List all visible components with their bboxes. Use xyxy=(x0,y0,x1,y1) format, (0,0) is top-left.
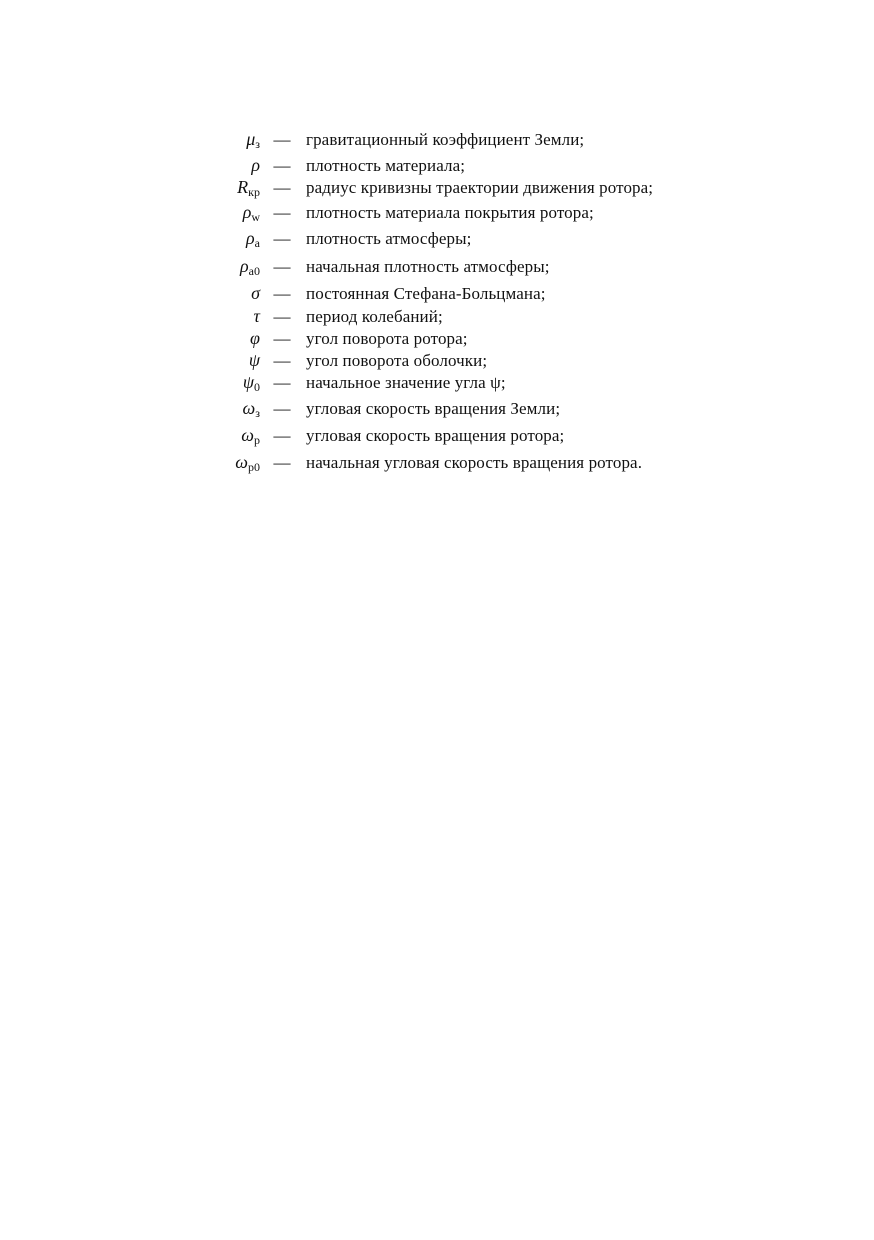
notation-row xyxy=(200,201,760,227)
notation-row xyxy=(200,176,760,201)
notation-dash: — xyxy=(273,178,291,197)
notation-symbol: σ xyxy=(251,283,260,303)
notation-symbol: ψ xyxy=(248,350,260,370)
notation-description: угол поворота оболочки; xyxy=(306,351,488,370)
notation-description: начальное значение угла ψ; xyxy=(306,373,506,392)
notation-dash: — xyxy=(273,257,291,276)
notation-description: начальная угловая скорость вращения ротора. xyxy=(306,453,643,472)
notation-dash: — xyxy=(273,329,291,348)
notation-dash: — xyxy=(273,453,291,472)
notation-description: постоянная Стефана-Больцмана; xyxy=(306,284,546,303)
notation-dash: — xyxy=(273,351,291,370)
notation-row xyxy=(200,282,760,305)
notation-symbol: $\omega_р$ xyxy=(241,425,260,447)
notation-row xyxy=(200,255,760,282)
notation-row xyxy=(200,371,760,397)
notation-description: гравитационный коэффициент Земли; xyxy=(306,130,585,149)
notation-dash: — xyxy=(273,307,291,326)
notation-symbol: $\omega_з$ xyxy=(242,398,260,420)
notation-row xyxy=(200,424,760,451)
notation-symbol: $\rho_w$ xyxy=(242,202,260,224)
notation-row xyxy=(200,397,760,424)
notation-dash: — xyxy=(273,156,291,175)
notation-description: угловая скорость вращения Земли; xyxy=(306,399,561,418)
notation-symbol: τ xyxy=(253,306,260,326)
notation-description: угловая скорость вращения ротора; xyxy=(306,426,565,445)
notation-dash: — xyxy=(273,130,291,149)
notation-description: плотность атмосферы; xyxy=(306,229,472,248)
notation-description: угол поворота ротора; xyxy=(306,329,468,348)
notation-description: радиус кривизны траектории движения ротора; xyxy=(306,178,654,197)
notation-symbol: $\psi_0$ xyxy=(242,372,260,394)
notation-row xyxy=(200,128,760,154)
notation-description: плотность материала; xyxy=(306,156,466,175)
notation-symbol: φ xyxy=(250,328,260,348)
notation-symbol: $\omega_{р0}$ xyxy=(235,452,260,474)
notation-dash: — xyxy=(273,399,291,418)
notation-description: начальная плотность атмосферы; xyxy=(306,257,550,276)
notation-description: период колебаний; xyxy=(306,307,443,326)
notation-dash: — xyxy=(273,373,291,392)
notation-row xyxy=(200,305,760,327)
notation-symbol: $\rho_a$ xyxy=(246,228,260,250)
notation-dash: — xyxy=(273,426,291,445)
notation-dash: — xyxy=(273,284,291,303)
notation-symbol: ρ xyxy=(251,155,260,175)
notation-symbol: $\mu_з$ xyxy=(246,129,260,151)
notation-description: плотность материала покрытия ротора; xyxy=(306,203,594,222)
notation-row xyxy=(200,227,760,255)
notation-row xyxy=(200,327,760,349)
notation-symbol: $R_{кр}$ xyxy=(237,177,260,199)
notation-row xyxy=(200,154,760,176)
notation-dash: — xyxy=(273,203,291,222)
notation-dash: — xyxy=(273,229,291,248)
notation-row xyxy=(200,451,760,477)
notation-row xyxy=(200,349,760,371)
notation-symbol: $\rho_{a0}$ xyxy=(240,256,260,278)
notation-list xyxy=(200,128,760,477)
